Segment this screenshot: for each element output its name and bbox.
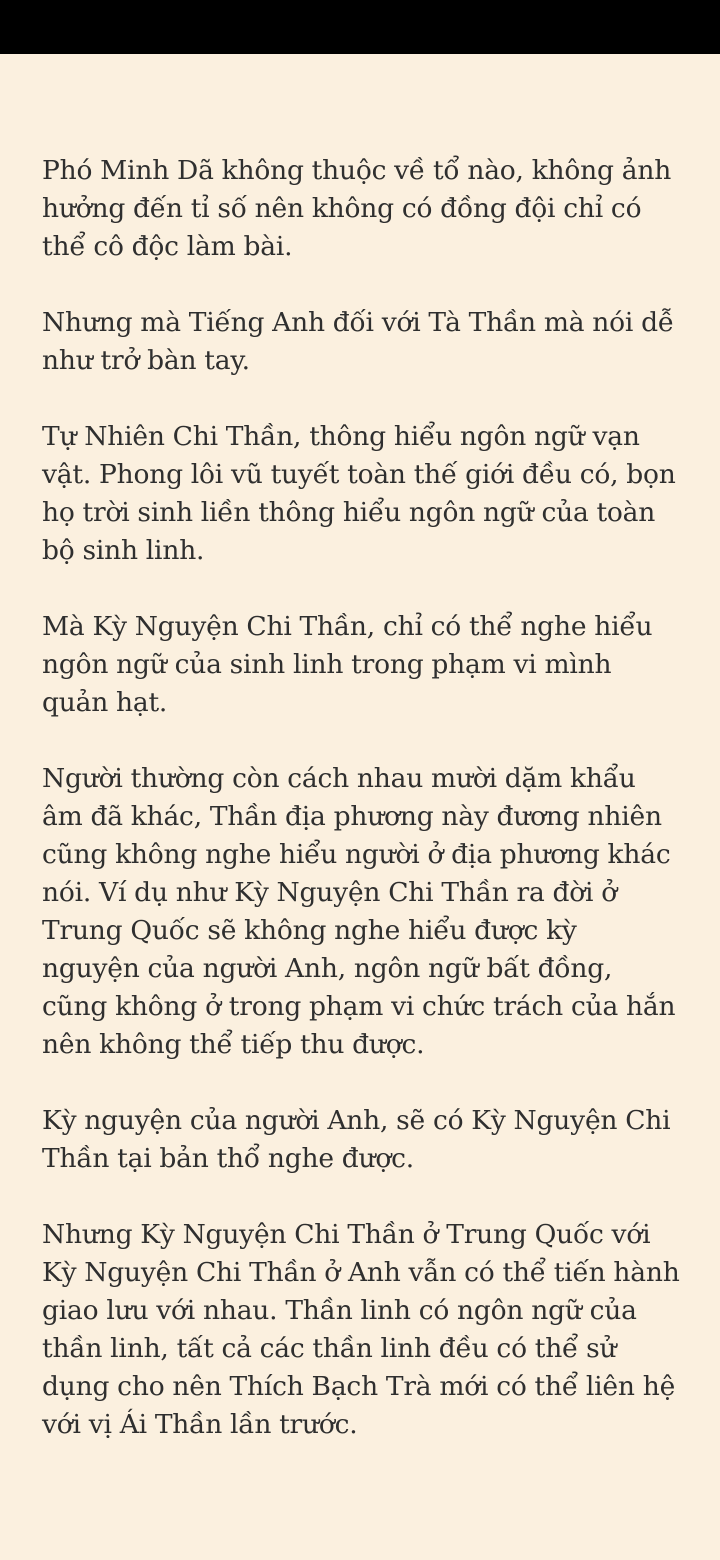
status-bar <box>0 0 720 54</box>
paragraph-3: Tự Nhiên Chi Thần, thông hiểu ngôn ngữ vạn vật. Phong lôi vũ tuyết toàn thế giới đều có, bọn họ trời sinh liền thông hiểu ngôn ngữ của toàn bộ sinh linh. <box>42 421 676 566</box>
paragraph-5: Người thường còn cách nhau mười dặm khẩu âm đã khác, Thần địa phương này đương nhiên cũng không nghe hiểu người ở địa phương khác nói. Ví dụ như Kỳ Nguyện Chi Thần ra đời ở Trung Quốc sẽ không nghe hiểu được kỳ nguyện của người Anh, ngôn ngữ bất đồng, cũng không ở trong phạm vi chức trách của hắn nên không thể tiếp thu được. <box>42 763 676 1060</box>
paragraph-7: Nhưng Kỳ Nguyện Chi Thần ở Trung Quốc với Kỳ Nguyện Chi Thần ở Anh vẫn có thể tiến hành giao lưu với nhau. Thần linh có ngôn ngữ của thần linh, tất cả các thần linh đều có thể sử dụng cho nên Thích Bạch Trà mới có thể liên hệ với vị Ái Thần lần trước. <box>42 1219 680 1440</box>
paragraph-6: Kỳ nguyện của người Anh, sẽ có Kỳ Nguyện Chi Thần tại bản thổ nghe được. <box>42 1105 671 1174</box>
reader-page[interactable] <box>0 54 720 1560</box>
paragraph-1: Phó Minh Dã không thuộc về tổ nào, không ảnh hưởng đến tỉ số nên không có đồng đội chỉ có thể cô độc làm bài. <box>42 155 672 262</box>
chapter-text[interactable] <box>42 152 682 1444</box>
paragraph-2: Nhưng mà Tiếng Anh đối với Tà Thần mà nói dễ như trở bàn tay. <box>42 307 674 376</box>
paragraph-4: Mà Kỳ Nguyện Chi Thần, chỉ có thể nghe hiểu ngôn ngữ của sinh linh trong phạm vi mình quản hạt. <box>42 611 653 718</box>
